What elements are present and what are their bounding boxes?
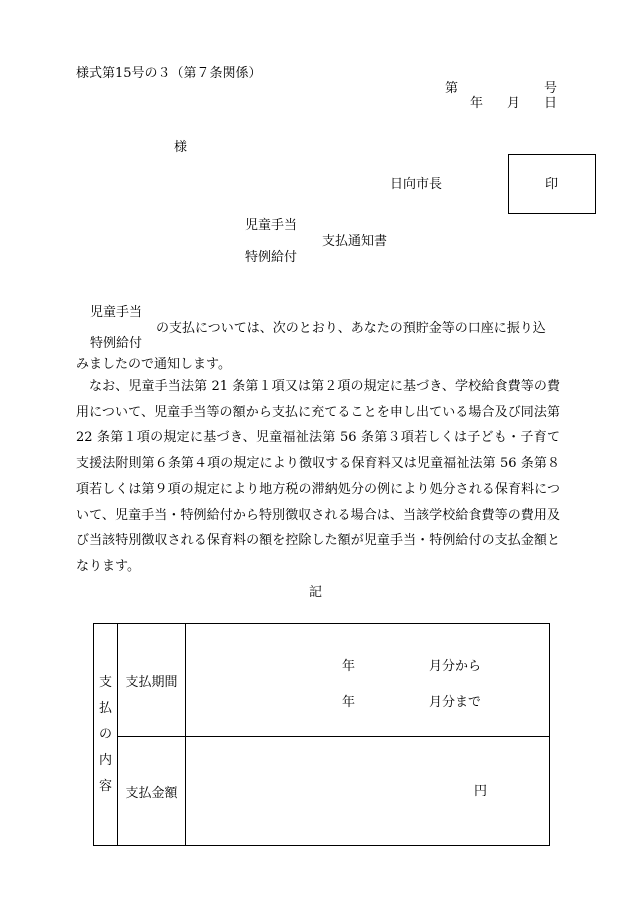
body-option-1: 児童手当 xyxy=(90,305,143,320)
title-option-1: 児童手当 xyxy=(245,218,298,233)
ki-mark: 記 xyxy=(309,585,323,600)
doc-number-prefix: 第 xyxy=(445,81,459,96)
payment-details-table xyxy=(93,623,550,846)
date-year: 年 xyxy=(470,96,484,111)
date-month: 月 xyxy=(507,96,521,111)
side-label-char: 払 xyxy=(98,700,112,716)
period-to-month: 月分まで xyxy=(429,695,482,710)
form-id: 様式第15号の３（第７条関係） xyxy=(76,66,262,81)
amount-label: 支払金額 xyxy=(118,737,186,846)
seal-label: 印 xyxy=(545,177,559,192)
addressee-suffix: 様 xyxy=(174,140,188,155)
body-line2: みましたので通知します。 xyxy=(76,357,231,372)
period-from-year: 年 xyxy=(342,659,356,674)
side-label-char: 容 xyxy=(98,778,112,794)
amount-unit: 円 xyxy=(474,784,488,799)
date-day: 日 xyxy=(544,96,558,111)
title-main: 支払通知書 xyxy=(322,234,388,249)
body-paragraph-2: なお、児童手当法第 21 条第１項又は第２項の規定に基づき、学校給食費等の費用について、児童手当等の額から支払に充てることを申し出ている場合及び同法第 22 条第１項の規定に基づき、児童福祉法第 56 条第３項若しくは子ども・子育て支援法附則第６条第４項の規定により徴収する保育料又は児童福祉法第 56 条第８項若しくは第９項の規定により地方税の滞納処分の例により処分される保育料について、児童手当・特例給付から特別徴収される場合は、当該学校給食費等の費用及び当該特別徴収される保育料の額を控除した額が児童手当・特例給付の支払金額となります。 xyxy=(76,379,560,574)
title-option-2: 特例給付 xyxy=(245,250,298,265)
period-label: 支払期間 xyxy=(118,624,186,737)
doc-number-suffix: 号 xyxy=(544,81,558,96)
side-label-cell xyxy=(94,624,118,846)
issuer: 日向市長 xyxy=(390,177,443,192)
period-value-cell xyxy=(186,624,550,737)
period-to-year: 年 xyxy=(342,695,356,710)
period-from-month: 月分から xyxy=(429,659,482,674)
side-label-char: の xyxy=(98,726,112,742)
amount-value-cell xyxy=(186,737,550,846)
body-option-2: 特例給付 xyxy=(90,336,143,351)
body-line1-rest: の支払については、次のとおり、あなたの預貯金等の口座に振り込 xyxy=(156,321,546,336)
seal-box xyxy=(508,154,596,214)
side-label-char: 内 xyxy=(98,752,112,768)
side-label-char: 支 xyxy=(98,674,112,690)
